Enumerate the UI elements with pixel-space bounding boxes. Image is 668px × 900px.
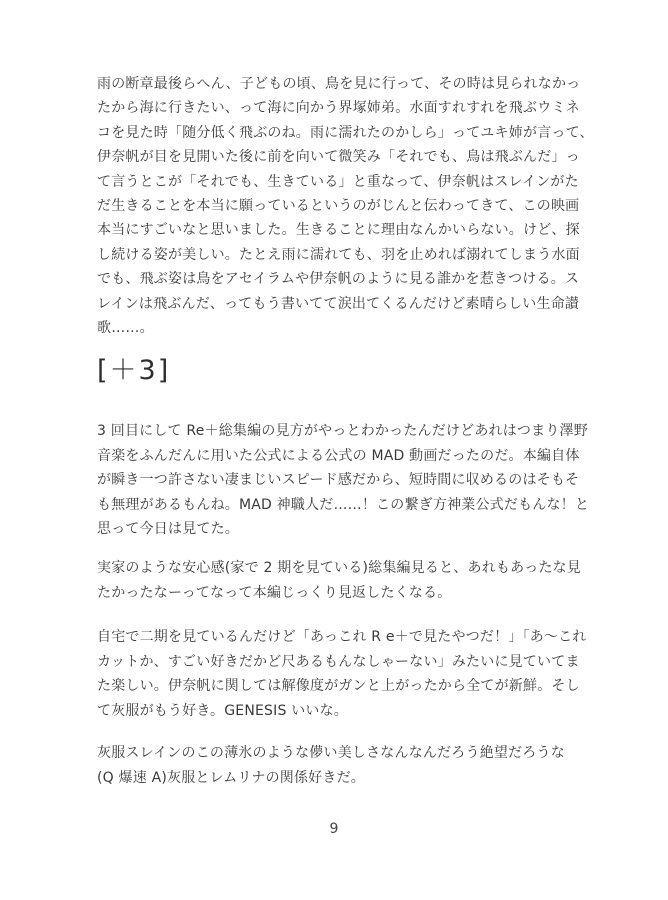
text-line: 3 回目にして Re＋総集編の見方がやっとわかったんだけどあれはつまり澤野 — [97, 423, 588, 439]
text-line: も無理があるもんね。MAD 神職人だ……！この繋ぎ方神業公式だもんな！と — [97, 496, 590, 513]
paragraph-season-two — [97, 625, 587, 723]
paragraph-rain-chapter — [97, 72, 594, 340]
text-line: 伊奈帆が目を見開いた後に前を向いて微笑み「それでも、鳥は飛ぶんだ」っ — [97, 149, 580, 166]
text-line: 雨の断章最後らへん、子どもの頃、鳥を見に行って、その時は見られなかっ — [97, 76, 581, 92]
text-line: コを見た時「随分低く飛ぶのね。雨に濡れたのかしら」ってユキ姉が言って、 — [97, 124, 594, 141]
text-line: て灰服がもう好き。GENESIS いいな。 — [97, 702, 349, 719]
text-line: が瞬き一つ許さない凄まじいスピード感だから、短時間に収めるのはそもそ — [97, 472, 580, 488]
paragraph-grey-uniform — [97, 741, 575, 790]
text-line: でも、飛ぶ姿は鳥をアセイラムや伊奈帆のように見る誰かを惹きつける。ス — [97, 271, 580, 288]
text-line: たから海に行きたい、って海に向かう界塚姉弟。水面すれすれを飛ぶウミネ — [97, 100, 580, 117]
text-line: カットか、すごい好きだかど尺あるもんなしゃーない」みたいに見ていてま — [97, 653, 580, 670]
section-heading: [＋3] — [97, 355, 171, 386]
text-line: 自宅で二期を見ているんだけど「あっこれ R e＋で見たやつだ！」「あ〜これ — [97, 629, 587, 645]
text-line: し続ける姿が美しい。たとえ雨に濡れても、羽を止めれば溺れてしまう水面 — [97, 246, 580, 263]
text-line: 本当にすごいなと思いました。生きることに理由なんかいらない。けど、探 — [97, 222, 580, 239]
page-number: 9 — [329, 821, 339, 837]
text-line: だ生きることを本当に願っているというのがじんと伝わってきて、この映画 — [97, 198, 580, 215]
text-line: 灰服スレインのこの薄氷のような儚い美しさなんなんだろう絶望だろうな — [97, 745, 565, 761]
text-line: 思って今日は見てた。 — [97, 521, 239, 537]
text-line: て言うとこが「それでも、生きている」と重なって、伊奈帆はスレインがた — [97, 173, 579, 190]
text-line: 歌……。 — [97, 320, 154, 337]
text-line: 実家のような安心感(家で 2 期を見ている)総集編見ると、あれもあったな見 — [97, 560, 581, 576]
text-line: (Q 爆速 A)灰服とレムリナの関係好きだ。 — [97, 769, 365, 786]
text-line: たかったなーってなって本編じっくり見返したくなる。 — [97, 584, 452, 601]
text-line: 音楽をふんだんに用いた公式による公式の MAD 動画だったのだ。本編自体 — [97, 447, 580, 464]
paragraph-third-viewing — [97, 419, 590, 542]
paragraph-home-feeling — [97, 556, 581, 605]
text-line: レインは飛ぶんだ、ってもう書いてて涙出てくるんだけど素晴らしい生命讃 — [97, 295, 580, 312]
text-line: た楽しい。伊奈帆に関しては解像度がガンと上がったから全てが新鮮。そし — [97, 678, 580, 694]
